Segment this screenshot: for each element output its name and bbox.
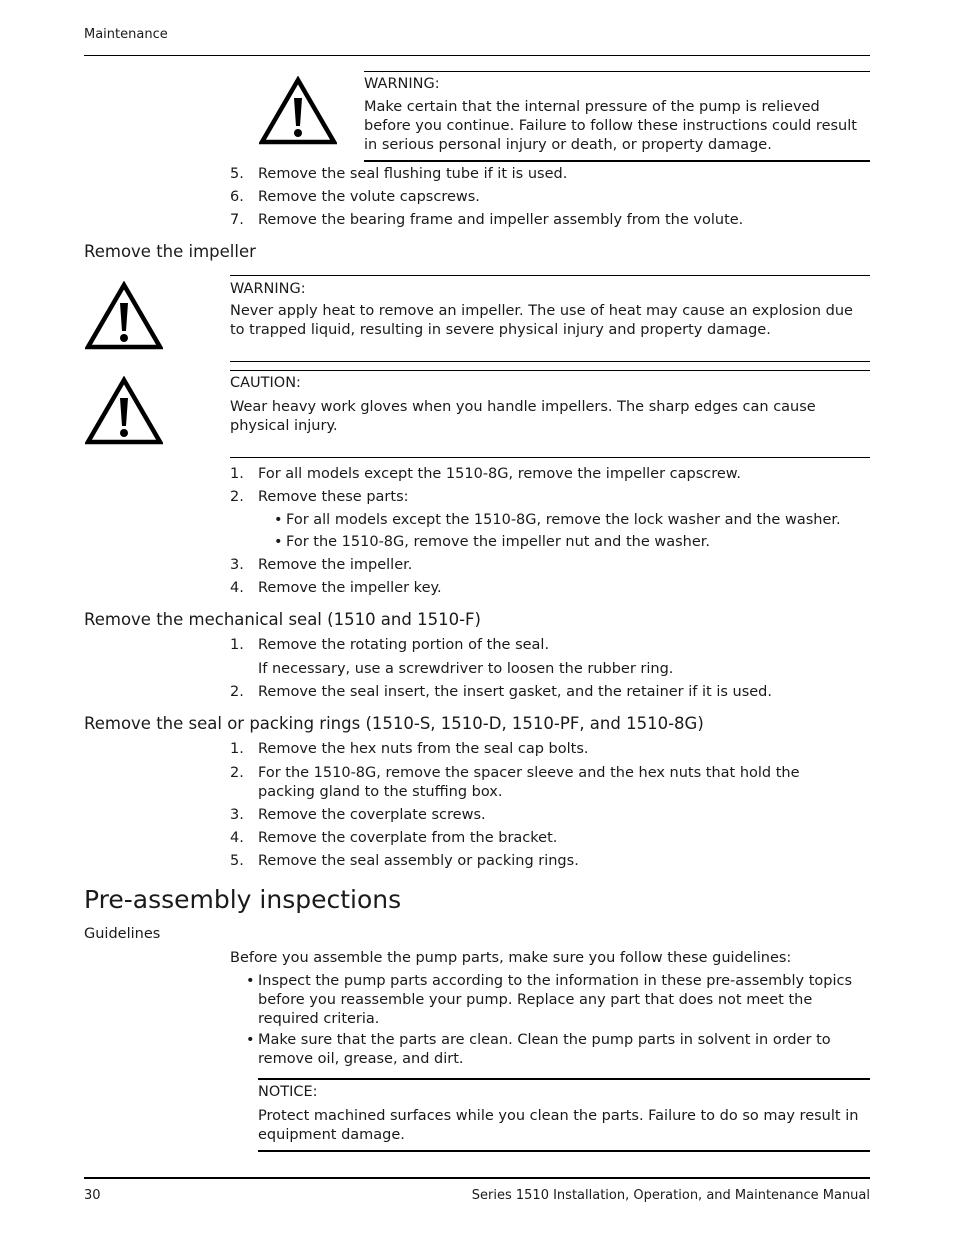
step-number: 6. <box>230 189 244 205</box>
warning-triangle-icon <box>85 281 163 351</box>
warning2-bottom-rule <box>230 361 870 362</box>
step-number: 7. <box>230 212 244 228</box>
step-number: 2. <box>230 684 244 700</box>
warning2-text: Never apply heat to remove an impeller. The use of heat may cause an explosion due to trapped liquid, resulting in severe physical injury and property damage. <box>230 303 853 338</box>
step-text: Remove the hex nuts from the seal cap bolts. <box>258 741 589 757</box>
warning1-label: WARNING: <box>364 76 440 92</box>
step-text: Remove the seal insert, the insert gasket, and the retainer if it is used. <box>258 684 772 700</box>
manual-title: Series 1510 Installation, Operation, and Maintenance Manual <box>471 1188 870 1203</box>
notice-top-rule <box>258 1078 870 1080</box>
step-note: If necessary, use a screwdriver to loosen the rubber ring. <box>258 661 674 677</box>
page-number: 30 <box>84 1188 101 1203</box>
caution-triangle-icon <box>85 376 163 446</box>
subheading: Guidelines <box>84 926 161 942</box>
step-number: 4. <box>230 580 244 596</box>
bullet-marker: • <box>246 1032 255 1048</box>
warning1-top-rule <box>364 71 870 72</box>
caution-label: CAUTION: <box>230 375 301 391</box>
step-text: For all models except the 1510-8G, remove the impeller capscrew. <box>258 466 741 482</box>
bullet-text: Inspect the pump parts according to the information in these pre-assembly topics before you reassemble your pump. Replace any part that does not meet the required criteria. <box>258 973 853 1027</box>
caution-bottom-rule <box>230 457 870 458</box>
step-text: Remove the impeller. <box>258 557 413 573</box>
step-number: 3. <box>230 807 244 823</box>
warning2-label: WARNING: <box>230 281 306 297</box>
step-text: Remove these parts: <box>258 489 409 505</box>
intro-text: Before you assemble the pump parts, make sure you follow these guidelines: <box>230 950 792 966</box>
footer-divider <box>84 1177 870 1179</box>
bullet-text: For the 1510-8G, remove the impeller nut and the washer. <box>286 534 711 550</box>
step-number: 2. <box>230 765 244 781</box>
bullet-marker: • <box>274 512 283 528</box>
step-text: Remove the volute capscrews. <box>258 189 480 205</box>
step-number: 1. <box>230 466 244 482</box>
step-number: 5. <box>230 166 244 182</box>
chapter-heading: Pre-assembly inspections <box>84 885 402 914</box>
step-text: Remove the impeller key. <box>258 580 442 596</box>
warning-triangle-icon <box>259 76 337 146</box>
caution-text: Wear heavy work gloves when you handle impellers. The sharp edges can cause physical injury. <box>230 399 816 434</box>
step-text: Remove the seal flushing tube if it is used. <box>258 166 568 182</box>
bullet-marker: • <box>246 973 255 989</box>
step-text: Remove the coverplate from the bracket. <box>258 830 558 846</box>
caution-top-rule <box>230 370 870 371</box>
step-text: For the 1510-8G, remove the spacer sleeve and the hex nuts that hold the packing gland to the stuffing box. <box>258 765 800 800</box>
step-number: 1. <box>230 637 244 653</box>
section-heading: Remove the seal or packing rings (1510-S, 1510-D, 1510-PF, and 1510-8G) <box>84 714 704 733</box>
bullet-text: For all models except the 1510-8G, remove the lock washer and the washer. <box>286 512 841 528</box>
notice-bottom-rule <box>258 1150 870 1152</box>
step-text: Remove the rotating portion of the seal. <box>258 637 550 653</box>
running-header: Maintenance <box>84 27 168 42</box>
step-number: 3. <box>230 557 244 573</box>
warning1-text: Make certain that the internal pressure of the pump is relieved before you continue. Failure to follow these instructions could result in serious personal injury or death, or property damage. <box>364 99 857 153</box>
section-heading: Remove the mechanical seal (1510 and 1510-F) <box>84 610 481 629</box>
step-number: 2. <box>230 489 244 505</box>
section-heading: Remove the impeller <box>84 242 256 261</box>
notice-label: NOTICE: <box>258 1084 318 1100</box>
step-number: 1. <box>230 741 244 757</box>
bullet-marker: • <box>274 534 283 550</box>
step-number: 5. <box>230 853 244 869</box>
step-number: 4. <box>230 830 244 846</box>
warning1-bottom-rule <box>364 160 870 162</box>
step-text: Remove the coverplate screws. <box>258 807 486 823</box>
warning2-top-rule <box>230 275 870 276</box>
step-text: Remove the seal assembly or packing rings. <box>258 853 579 869</box>
header-divider <box>84 55 870 56</box>
bullet-text: Make sure that the parts are clean. Clean the pump parts in solvent in order to remove oil, grease, and dirt. <box>258 1032 831 1067</box>
notice-text: Protect machined surfaces while you clean the parts. Failure to do so may result in equipment damage. <box>258 1108 859 1143</box>
step-text: Remove the bearing frame and impeller assembly from the volute. <box>258 212 744 228</box>
